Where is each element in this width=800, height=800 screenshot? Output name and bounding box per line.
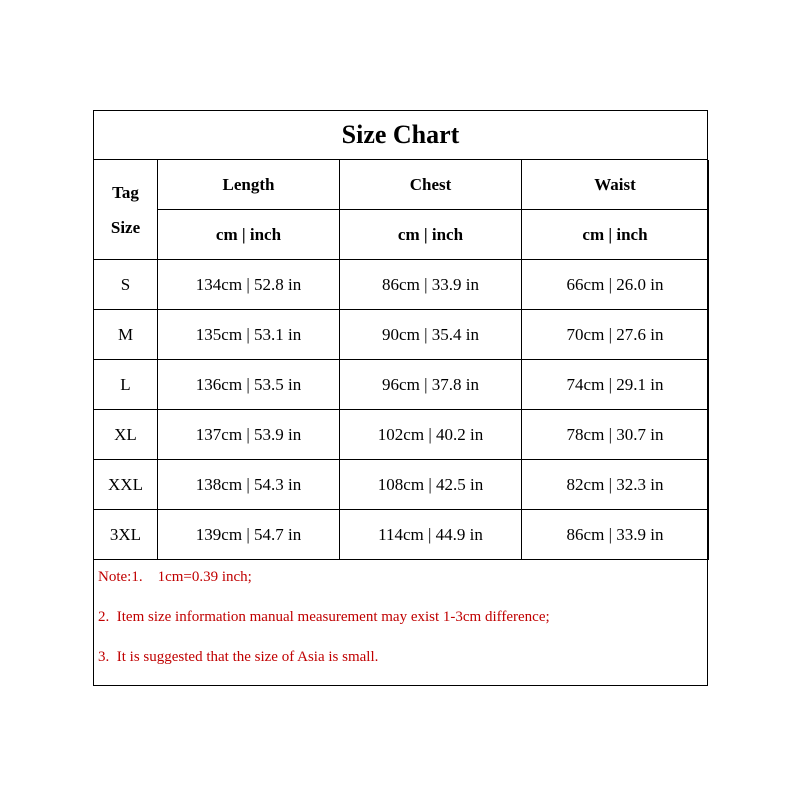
size-table	[93, 160, 709, 560]
chest-cell: 96cm | 37.8 in	[340, 360, 522, 410]
length-cell: 134cm | 52.8 in	[158, 260, 340, 310]
header-row	[94, 160, 709, 210]
waist-cell: 70cm | 27.6 in	[522, 310, 709, 360]
unit-row	[94, 210, 709, 260]
chest-cell: 90cm | 35.4 in	[340, 310, 522, 360]
chest-cell: 108cm | 42.5 in	[340, 460, 522, 510]
table-row	[94, 410, 709, 460]
table-row	[94, 360, 709, 410]
note-1: Note:1. 1cm=0.39 inch;	[98, 569, 252, 585]
length-cell: 135cm | 53.1 in	[158, 310, 340, 360]
size-cell: XXL	[94, 460, 158, 510]
size-cell: XL	[94, 410, 158, 460]
length-cell: 139cm | 54.7 in	[158, 510, 340, 560]
tag-size-header	[94, 160, 158, 260]
chest-cell: 86cm | 33.9 in	[340, 260, 522, 310]
note-3: 3. It is suggested that the size of Asia is small.	[98, 649, 379, 665]
chart-title: Size Chart	[94, 111, 707, 160]
length-cell: 136cm | 53.5 in	[158, 360, 340, 410]
waist-cell: 86cm | 33.9 in	[522, 510, 709, 560]
table-row	[94, 460, 709, 510]
chest-cell: 114cm | 44.9 in	[340, 510, 522, 560]
length-cell: 138cm | 54.3 in	[158, 460, 340, 510]
tag-label: Tag	[112, 182, 139, 202]
size-label: Size	[110, 217, 141, 237]
length-cell: 137cm | 53.9 in	[158, 410, 340, 460]
length-header: Length	[158, 160, 340, 210]
size-cell: L	[94, 360, 158, 410]
chest-cell: 102cm | 40.2 in	[340, 410, 522, 460]
note-2: 2. Item size information manual measurement may exist 1-3cm difference;	[98, 609, 550, 625]
waist-cell: 78cm | 30.7 in	[522, 410, 709, 460]
waist-cell: 74cm | 29.1 in	[522, 360, 709, 410]
length-unit: cm | inch	[158, 210, 340, 260]
waist-cell: 82cm | 32.3 in	[522, 460, 709, 510]
size-chart	[93, 110, 708, 686]
waist-cell: 66cm | 26.0 in	[522, 260, 709, 310]
size-cell: S	[94, 260, 158, 310]
table-row	[94, 510, 709, 560]
size-cell: M	[94, 310, 158, 360]
size-cell: 3XL	[94, 510, 158, 560]
chest-header: Chest	[340, 160, 522, 210]
table-row	[94, 260, 709, 310]
table-row	[94, 310, 709, 360]
chest-unit: cm | inch	[340, 210, 522, 260]
waist-header: Waist	[522, 160, 709, 210]
waist-unit: cm | inch	[522, 210, 709, 260]
